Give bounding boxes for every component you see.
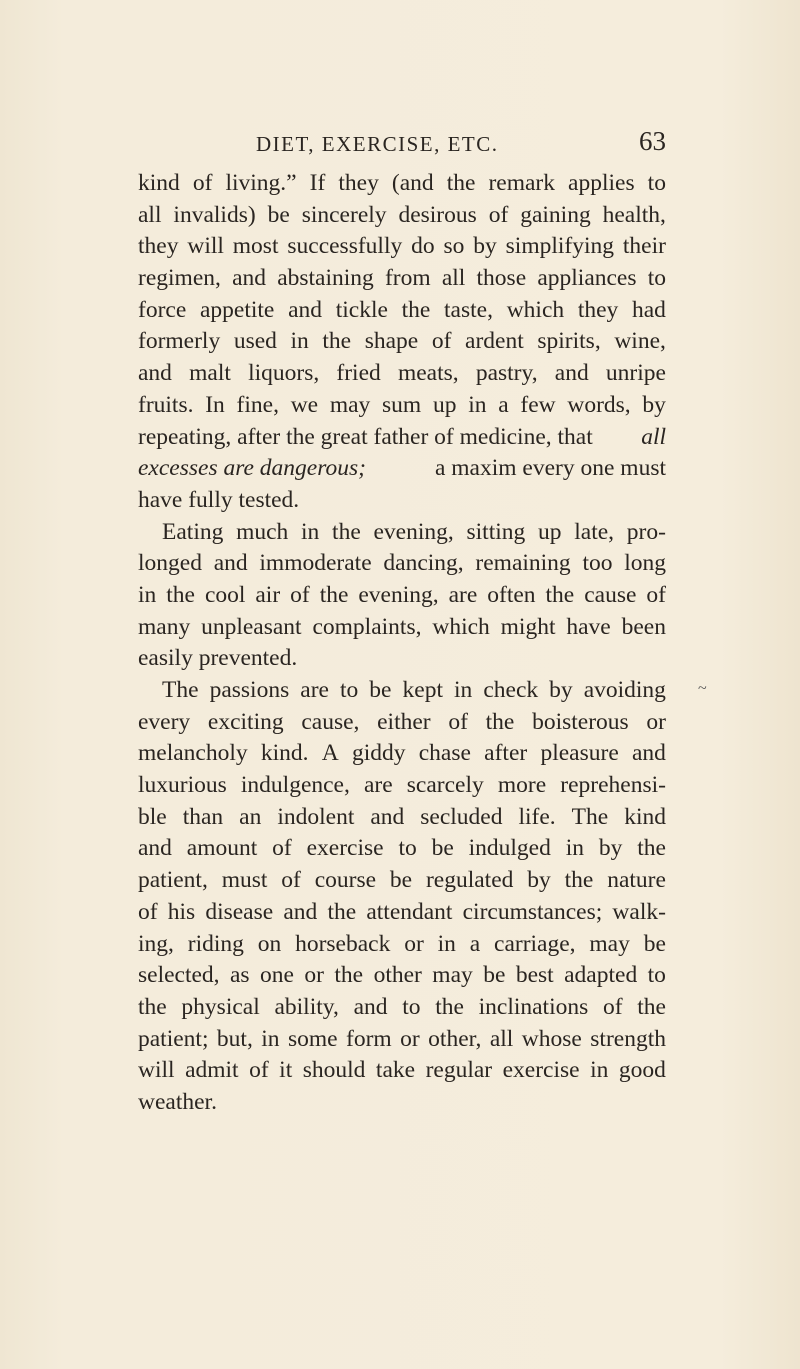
word: which [506, 296, 565, 323]
word: but, [216, 1025, 253, 1052]
text-run: a maxim every one must [434, 455, 666, 482]
word: (and [391, 170, 434, 196]
word: and [283, 898, 318, 925]
word: be [431, 835, 454, 862]
word: health, [602, 201, 666, 228]
word: may [589, 930, 630, 957]
word: exercise [306, 835, 384, 862]
word: sincerely [301, 201, 387, 228]
text-line [138, 612, 666, 644]
word: words, [567, 391, 631, 418]
word: circumstances; [462, 898, 603, 925]
word: whose [521, 1025, 582, 1052]
word: so [443, 233, 465, 260]
word: kind [138, 170, 180, 196]
word: be [483, 962, 506, 989]
word: abstaining [277, 265, 374, 292]
text-line [138, 200, 666, 232]
word: A [321, 740, 339, 767]
word: the [637, 835, 666, 862]
word: other [373, 962, 422, 989]
word: than [182, 803, 224, 830]
text-line [138, 231, 666, 263]
word: as [230, 962, 250, 989]
word: check [483, 677, 539, 703]
word: the [435, 993, 464, 1020]
word: from [384, 265, 431, 292]
word: of [290, 581, 310, 608]
word: the [138, 993, 167, 1020]
word: the [446, 170, 476, 196]
word: disease [205, 898, 274, 925]
word: the [564, 867, 594, 894]
word: If [309, 170, 326, 196]
word: up [432, 391, 457, 418]
word: attendant [366, 898, 453, 925]
word: course [314, 867, 377, 894]
word: used [233, 328, 277, 355]
word: exciting [207, 708, 284, 735]
word: strength [590, 1025, 666, 1052]
word: Eating [162, 518, 224, 545]
word: are [363, 772, 393, 799]
word: giddy [351, 740, 406, 767]
word: all [489, 1025, 514, 1052]
word: or [400, 1025, 420, 1052]
body-text [138, 168, 666, 1119]
word: of [602, 993, 623, 1020]
word: must [221, 867, 268, 894]
word: on [257, 930, 282, 957]
word: late, [574, 518, 615, 545]
word: or [304, 962, 324, 989]
word: in [565, 835, 585, 862]
word: more [497, 772, 547, 799]
word: in [261, 1025, 280, 1052]
word: adapted [564, 962, 638, 989]
word: cause [584, 581, 637, 608]
word: by [549, 677, 573, 703]
word: successfully [287, 233, 403, 260]
word: unpleasant [201, 613, 302, 640]
italic-run: excesses are dangerous; [138, 455, 366, 482]
word: all [441, 265, 466, 292]
word: do [411, 233, 435, 260]
word: been [621, 613, 666, 640]
text-line [138, 422, 666, 454]
word: the [322, 328, 352, 355]
word: in [138, 581, 157, 608]
word: will [187, 233, 224, 260]
text-line [138, 548, 666, 580]
word: to [402, 993, 421, 1020]
text-line [138, 865, 666, 897]
word: living.” [225, 170, 297, 196]
word: regulated [425, 867, 514, 894]
word: often [487, 581, 536, 608]
word: fruits. [138, 391, 194, 418]
word: one [260, 962, 294, 989]
word: meats, [397, 360, 459, 387]
text-line [138, 833, 666, 865]
word: be [369, 677, 392, 703]
word: pastry, [475, 360, 538, 387]
text-line [138, 992, 666, 1024]
word: indulged [468, 835, 551, 862]
word: pro- [626, 518, 666, 545]
word: and [370, 803, 405, 830]
word: pleasure [540, 740, 619, 767]
word: they [138, 233, 179, 260]
word: of [431, 328, 452, 355]
word: in [468, 391, 487, 418]
word: and [631, 740, 666, 767]
text-line [138, 263, 666, 295]
italic-run: all [641, 423, 666, 450]
text-line [138, 802, 666, 834]
word: desirous [398, 201, 477, 228]
word: the [334, 962, 364, 989]
word: in [437, 930, 456, 957]
word: fine, [236, 391, 279, 418]
word: gaining [520, 201, 591, 228]
word: appetite [199, 296, 275, 323]
word: simplifying [505, 233, 615, 260]
text-line [138, 168, 666, 200]
text-run: repeating, after the great father of medicine, that [138, 423, 593, 450]
word: by [598, 835, 623, 862]
word: kept [402, 677, 443, 703]
word: we [290, 391, 319, 418]
word: complaints, [312, 613, 422, 640]
word: patient, [138, 867, 208, 894]
word: up [538, 518, 562, 545]
text-line [138, 358, 666, 390]
word: passions [209, 677, 290, 703]
word: remaining [475, 550, 571, 577]
word: amount [186, 835, 258, 862]
word: may [329, 391, 371, 418]
word: be [389, 867, 413, 894]
word: in [301, 518, 320, 545]
word: evening, [373, 518, 454, 545]
word: of [272, 835, 292, 862]
paragraph-start-line [138, 675, 666, 707]
word: and [554, 360, 589, 387]
word: of [138, 898, 158, 925]
text-line [138, 1055, 666, 1087]
word: formerly [138, 328, 221, 355]
word: regimen, [138, 265, 221, 292]
text-line [138, 738, 666, 770]
word: indulgence, [240, 772, 350, 799]
word: ardent [465, 328, 524, 355]
word: spirits, [537, 328, 601, 355]
word: in [454, 677, 473, 703]
word: to [647, 265, 666, 292]
word: many [138, 613, 191, 640]
word: air [255, 581, 281, 608]
word: of [448, 708, 468, 735]
text-line [138, 770, 666, 802]
word: are [300, 677, 329, 703]
word: good [618, 1057, 666, 1084]
word: applies [568, 170, 635, 196]
word: after [484, 740, 528, 767]
word: a [469, 930, 481, 957]
word: of [281, 867, 301, 894]
word: cause, [301, 708, 360, 735]
word: evening, [358, 581, 439, 608]
word: they [577, 296, 619, 323]
word: of [192, 170, 213, 196]
word: luxurious [138, 772, 227, 799]
word: be [267, 201, 290, 228]
word: reprehensi- [560, 772, 666, 799]
word: scarcely [406, 772, 484, 799]
word: walk- [612, 898, 666, 925]
word: and [353, 993, 388, 1020]
word: of [646, 581, 666, 608]
running-head: DIET, EXERCISE, ETC. [256, 132, 499, 156]
page-number: 63 [639, 126, 666, 156]
text-line [138, 326, 666, 358]
word: ing, [138, 930, 174, 957]
word: or [404, 930, 424, 957]
word: chase [418, 740, 471, 767]
word: avoiding [583, 677, 666, 703]
word: and [232, 265, 266, 292]
word: will [138, 1057, 175, 1084]
word: in [290, 328, 309, 355]
word: should [302, 1057, 366, 1084]
word: nature [607, 867, 666, 894]
word: the [332, 518, 361, 545]
word: the [485, 708, 515, 735]
word: the [319, 581, 349, 608]
text-line: have fully tested. [138, 486, 300, 513]
word: by [527, 867, 551, 894]
word: either [377, 708, 431, 735]
word: or [646, 708, 666, 735]
word: most [232, 233, 279, 260]
word: may [432, 962, 473, 989]
word: kind [624, 803, 666, 830]
word: immoderate [259, 550, 372, 577]
word: the [637, 993, 666, 1020]
word: have [566, 613, 611, 640]
word: longed [138, 550, 202, 577]
word: admit [185, 1057, 239, 1084]
word: to [339, 677, 359, 703]
word: fried [336, 360, 381, 387]
word: by [642, 391, 666, 418]
word: few [520, 391, 556, 418]
word: form [346, 1025, 392, 1052]
word: unripe [605, 360, 666, 387]
word: their [622, 233, 666, 260]
word: and [138, 360, 172, 387]
word: malt [189, 360, 231, 387]
word: long [624, 550, 666, 577]
word: In [205, 391, 225, 418]
word: the [545, 581, 575, 608]
text-line [138, 897, 666, 929]
word: are [448, 581, 478, 608]
word: wine, [614, 328, 666, 355]
word: regular [425, 1057, 493, 1084]
word: indolent [277, 803, 355, 830]
word: exercise [502, 1057, 580, 1084]
word: appliances [537, 265, 637, 292]
text-line [138, 960, 666, 992]
word: take [375, 1057, 416, 1084]
word: be [643, 930, 666, 957]
word: other, [428, 1025, 482, 1052]
word: in [590, 1057, 609, 1084]
word: riding [187, 930, 244, 957]
word: which [432, 613, 490, 640]
word: inclinations [478, 993, 589, 1020]
word: invalids) [173, 201, 256, 228]
text-line [138, 453, 666, 485]
text-line [138, 580, 666, 612]
word: they [338, 170, 379, 196]
word: The [162, 677, 199, 703]
word: cool [204, 581, 246, 608]
word: force [138, 296, 187, 323]
text-line [138, 707, 666, 739]
text-line [138, 1024, 666, 1056]
word: liquors, [248, 360, 320, 387]
word: best [515, 962, 554, 989]
text-line [138, 390, 666, 422]
word: every [138, 708, 191, 735]
word: by [473, 233, 497, 260]
word: patient; [138, 1025, 209, 1052]
page-header [138, 126, 666, 172]
word: to [398, 835, 417, 862]
word: to [647, 170, 666, 196]
word: of [249, 1057, 269, 1084]
word: physical [181, 993, 260, 1020]
word: a [498, 391, 509, 418]
word: the [401, 296, 431, 323]
word: the [166, 581, 195, 608]
word: taste, [444, 296, 493, 323]
word: boisterous [532, 708, 629, 735]
word: and [138, 835, 172, 862]
text-line: weather. [138, 1088, 217, 1115]
word: horseback [295, 930, 391, 957]
word: and [288, 296, 322, 323]
word: the [327, 898, 357, 925]
word: too [582, 550, 613, 577]
word: life. [518, 803, 556, 830]
word: might [500, 613, 556, 640]
word: sum [382, 391, 422, 418]
word: shape [364, 328, 419, 355]
paragraph-start-line [138, 517, 666, 549]
word: ability, [274, 993, 339, 1020]
word: to [647, 962, 666, 989]
text-line: easily prevented. [138, 645, 298, 672]
word: it [279, 1057, 293, 1084]
word: tickle [335, 296, 388, 323]
word: carriage, [494, 930, 576, 957]
word: of [488, 201, 509, 228]
word: secluded [420, 803, 503, 830]
word: had [632, 296, 666, 323]
word: selected, [138, 962, 220, 989]
word: sitting [466, 518, 526, 545]
word: ble [138, 803, 167, 830]
text-line [138, 295, 666, 327]
word: his [167, 898, 196, 925]
word: much [236, 518, 289, 545]
word: The [571, 803, 609, 830]
word: dancing, [383, 550, 464, 577]
text-line [138, 929, 666, 961]
word: an [239, 803, 262, 830]
margin-mark: ~ [698, 680, 707, 697]
word: kind. [260, 740, 309, 767]
word: all [138, 201, 162, 228]
word: those [476, 265, 527, 292]
word: some [287, 1025, 338, 1052]
word: melancholy [138, 740, 248, 767]
word: remark [488, 170, 555, 196]
word: and [213, 550, 248, 577]
